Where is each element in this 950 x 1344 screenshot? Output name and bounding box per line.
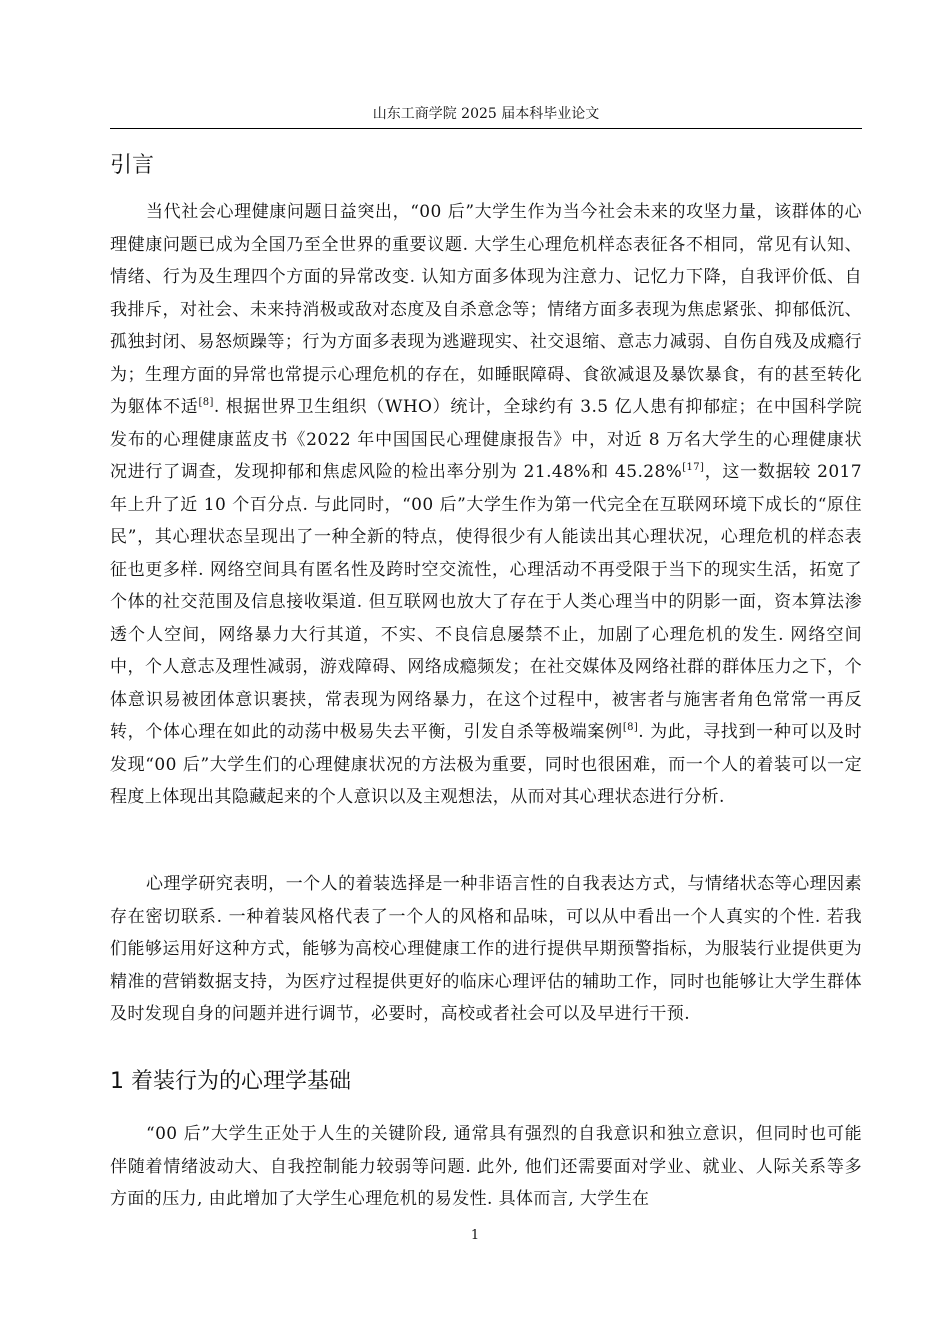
paragraph-text: 当代社会心理健康问题日益突出，“00 后”大学生作为当今社会未来的攻坚力量，该群体的心理健康问题已成为全国乃至全世界的重要议题. 大学生心理危机样态表征各不相同，常见有认知、情绪、行为及生理四个方面的异常改变. 认知方面多体现为注意力、记忆力下降，自我评价低、自我排斥，对社会、未来持消极或敌对态度及自杀意念等；情绪方面多表现为焦虑紧张、抑郁低沉、孤独封闭、易怒烦躁等；行为方面多表现为逃避现实、社交退缩、意志力减弱、自伤自残及成瘾行为；生理方面的异常也常提示心理危机的存在，如睡眠障碍、食欲减退及暴饮暴食，有的甚至转化为躯体不适 <box>110 202 862 417</box>
paragraph-sec1-1: “00 后”大学生正处于人生的关键阶段, 通常具有强烈的自我意识和独立意识，但同时也可能伴随着情绪波动大、自我控制能力较弱等问题. 此外, 他们还需要面对学业、就业、人际关系等多方面的压力, 由此增加了大学生心理危机的易发性. 具体而言, 大学生在 <box>110 1124 862 1209</box>
page-number: 1 <box>470 1228 480 1243</box>
paragraph-intro-2: 心理学研究表明，一个人的着装选择是一种非语言性的自我表达方式，与情绪状态等心理因素存在密切联系. 一种着装风格代表了一个人的风格和品味，可以从中看出一个人真实的个性. 若我们能够运用好这种方式，能够为高校心理健康工作的进行提供早期预警指标，为服装行业提供更为精准的营销数据支持，为医疗过程提供更好的临床心理评估的辅助工作，同时也能够让大学生群体及时发现自身的问题并进行调节，必要时，高校或者社会可以及早进行干预. <box>110 874 862 1024</box>
paragraph-text: . 根据世界卫生组织（WHO）统计，全球约有 3.5 亿人患有抑郁症；在中国科学院发布的心理健康蓝皮书《2022 年中国国民心理健康报告》中，对近 8 万名大学生的心理健康状况进行了调查，发现抑郁和焦虑风险的检出率分别为 21.48%和 45.28% <box>110 397 862 482</box>
citation: [8] <box>622 722 639 733</box>
section-title-intro: 引言 <box>110 153 155 178</box>
running-header: 山东工商学院 2025 届本科毕业论文 <box>110 100 862 129</box>
paragraph-text: . 为此，寻找到一种可以及时发现“00 后”大学生们的心理健康状况的方法极为重要，同时也很困难，而一个人的着装可以一定程度上体现出其隐藏起来的个人意识以及主观想法，从而对其心理状态进行分析. <box>110 722 862 807</box>
section-title-1: 1 着装行为的心理学基础 <box>110 1069 351 1094</box>
paragraph-text: ，这一数据较 2017 年上升了近 10 个百分点. 与此同时，“00 后”大学生作为第一代完全在互联网环境下成长的“原住民”，其心理状态呈现出了一种全新的特点，使得很少有人能读出其心理状况，心理危机的样态表征也更多样. 网络空间具有匿名性及跨时空交流性，心理活动不再受限于当下的现实生活，拓宽了个体的社交范围及信息接收渠道. 但互联网也放大了存在于人类心理当中的阴影一面，资本算法渗透个人空间，网络暴力大行其道，不实、不良信息屡禁不止，加剧了心理危机的发生. 网络空间中，个人意志及理性减弱，游戏障碍、网络成瘾频发；在社交媒体及网络社群的群体压力之下，个体意识易被团体意识裹挟，常表现为网络暴力，在这个过程中，被害者与施害者角色常常一再反转，个体心理在如此的动荡中极易失去平衡，引发自杀等极端案例 <box>110 462 862 742</box>
citation: [17] <box>682 462 705 473</box>
citation: [8] <box>198 397 214 408</box>
paragraph-intro-1 <box>110 196 862 814</box>
